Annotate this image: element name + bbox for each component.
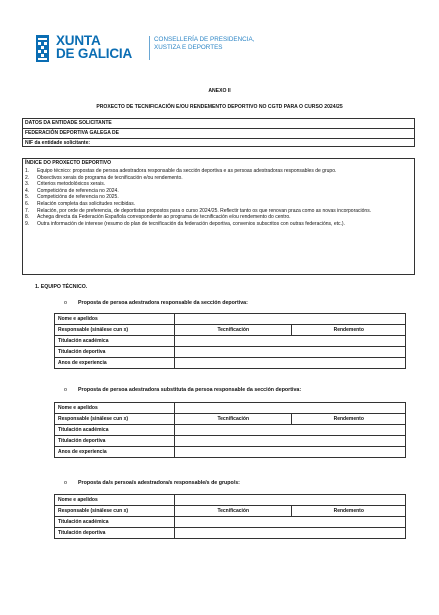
rendemento-checkbox[interactable]: Rendemento — [292, 506, 406, 517]
row-label: Titulación deportiva — [55, 436, 175, 447]
index-item — [25, 201, 411, 208]
row-label: Titulación académica — [55, 336, 175, 347]
section-heading: 1. EQUIPO TÉCNICO. — [35, 284, 88, 290]
row-label: Anos de experiencia — [55, 447, 175, 458]
name-input[interactable] — [175, 314, 406, 325]
table-row — [55, 336, 406, 347]
row-label: Titulación académica — [55, 517, 175, 528]
tecnificacion-checkbox[interactable]: Tecnificación — [175, 506, 292, 517]
block-caption-text: Proposta da/s persoa/s adestradora/s responsable/s de grupo/s: — [78, 480, 240, 486]
index-item-number: 3. — [25, 181, 30, 188]
index-item-text: Relación completa das solicitudes recibidas. — [37, 200, 136, 207]
index-item — [25, 214, 411, 221]
logo-name — [56, 34, 132, 60]
tecnificacion-checkbox[interactable]: Tecnificación — [175, 414, 292, 425]
department-name — [154, 36, 264, 52]
staff-table — [54, 313, 406, 369]
index-item-number: 5. — [25, 194, 30, 201]
index-item — [25, 175, 411, 182]
table-row — [55, 347, 406, 358]
block-caption-text: Proposta de persoa adestradora substituta da persoa responsable da sección deportiva: — [78, 387, 302, 393]
logo-line-2: DE GALICIA — [56, 46, 133, 61]
index-item-text: Relación, por orde de preferencia, de deportistas propostos para o curso 2024/25. Reflectir tanto os que renovan praza como as novas incorporacións. — [37, 207, 372, 214]
index-list — [25, 168, 411, 227]
index-item — [25, 208, 411, 215]
table-row — [55, 528, 406, 539]
index-item-number: 8. — [25, 214, 30, 221]
index-item-text: Competicións de referencia no 2025. — [37, 194, 119, 201]
index-item-number: 7. — [25, 207, 30, 214]
applicant-heading: DATOS DA ENTIDADE SOLICITANTE — [25, 120, 112, 126]
academic-input[interactable] — [175, 425, 406, 436]
index-item-text: Criterios metodolóxicos xerais. — [37, 181, 106, 188]
table-row — [55, 425, 406, 436]
rendemento-checkbox[interactable]: Rendemento — [292, 414, 406, 425]
row-label: Nome e apelidos — [55, 495, 175, 506]
index-item-number: 1. — [25, 168, 30, 174]
row-label: Anos de experiencia — [55, 358, 175, 369]
table-row — [55, 447, 406, 458]
dept-line-2: XUSTIZA E DEPORTES — [154, 44, 223, 51]
index-item — [25, 194, 411, 201]
federation-field[interactable]: FEDERACIÓN DEPORTIVA GALEGA DE — [23, 128, 414, 138]
staff-table — [54, 402, 406, 458]
row-label: Responsable (sinálese cun x) — [55, 325, 175, 336]
row-label: Nome e apelidos — [55, 314, 175, 325]
index-item-text: Achega directa da Federación Española correspondente ao programa de tecnificación e/ou rendemento do centro. — [37, 214, 291, 221]
name-input[interactable] — [175, 495, 406, 506]
index-item-number: 9. — [25, 220, 30, 227]
table-row — [55, 414, 406, 425]
bullet-icon: o — [64, 300, 67, 306]
table-row — [55, 314, 406, 325]
index-item-number: 2. — [25, 174, 30, 181]
block-caption-text: Proposta de persoa adestradora responsable da sección deportiva: — [78, 300, 248, 306]
tecnificacion-checkbox[interactable]: Tecnificación — [175, 325, 292, 336]
nif-field[interactable]: NIF da entidade solicitante: — [23, 138, 414, 147]
row-label: Responsable (sinálese cun x) — [55, 506, 175, 517]
rendemento-checkbox[interactable]: Rendemento — [292, 325, 406, 336]
table-row — [55, 436, 406, 447]
bullet-icon: o — [64, 480, 67, 486]
index-box — [22, 158, 415, 275]
table-row — [55, 403, 406, 414]
row-label: Titulación deportiva — [55, 528, 175, 539]
annex-label: ANEXO II — [208, 88, 231, 94]
staff-table — [54, 494, 406, 539]
experience-input[interactable] — [175, 358, 406, 369]
academic-input[interactable] — [175, 517, 406, 528]
index-item-number: 4. — [25, 187, 30, 194]
dept-line-1: CONSELLERÍA DE PRESIDENCIA, — [154, 36, 255, 43]
document-title: PROXECTO DE TECNIFICACIÓN E/OU RENDEMENTO DEPORTIVO NO CGTD PARA O CURSO 2024/25 — [96, 104, 343, 110]
table-row — [55, 506, 406, 517]
bullet-icon: o — [64, 387, 67, 393]
sport-degree-input[interactable] — [175, 436, 406, 447]
applicant-box — [22, 118, 415, 147]
row-label: Titulación deportiva — [55, 347, 175, 358]
row-label: Titulación académica — [55, 425, 175, 436]
sport-degree-input[interactable] — [175, 347, 406, 358]
row-label: Responsable (sinálese cun x) — [55, 414, 175, 425]
table-row — [55, 495, 406, 506]
xunta-logo — [34, 33, 255, 67]
index-item-text: Competicións de referencia no 2024. — [37, 187, 119, 194]
index-heading: ÍNDICE DO PROXECTO DEPORTIVO — [25, 160, 112, 166]
experience-input[interactable] — [175, 447, 406, 458]
index-item — [25, 168, 411, 175]
index-item-text: Equipo técnico: propostas de persoa adestradora responsable da sección deportiva e as persoas adestradoras responsables de grupo. — [37, 168, 337, 174]
index-item-text: Obxectivos xerais do programa de tecnificación e/ou rendemento. — [37, 174, 183, 181]
logo-line-1: XUNTA — [56, 33, 101, 48]
name-input[interactable] — [175, 403, 406, 414]
index-item-text: Outra información de interese (resumo do plan de tecnificación da federación deportiva, convenios subscritos con outras federacións, etc.). — [37, 220, 345, 227]
index-item — [25, 188, 411, 195]
sport-degree-input[interactable] — [175, 528, 406, 539]
index-item — [25, 181, 411, 188]
academic-input[interactable] — [175, 336, 406, 347]
xunta-emblem-icon — [34, 35, 51, 62]
table-row — [55, 517, 406, 528]
index-item-number: 6. — [25, 200, 30, 207]
index-item — [25, 221, 411, 228]
logo-divider — [149, 36, 150, 60]
row-label: Nome e apelidos — [55, 403, 175, 414]
table-row — [55, 325, 406, 336]
table-row — [55, 358, 406, 369]
